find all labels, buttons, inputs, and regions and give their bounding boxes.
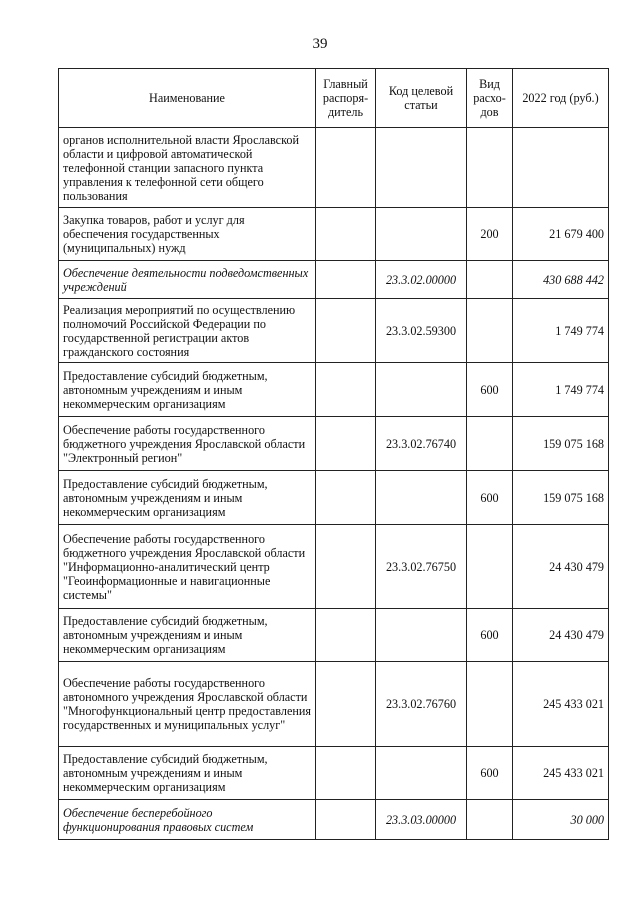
- row-name: Реализация мероприятий по осуществлению полномочий Российской Федерации по государственной регистрации актов гражданского состояния: [59, 299, 316, 363]
- row-main-manager: [316, 525, 376, 609]
- row-expense-type: [467, 128, 513, 208]
- row-amount: [513, 128, 609, 208]
- row-expense-type: [467, 299, 513, 363]
- header-main-manager: Главный распоря-дитель: [316, 69, 376, 128]
- row-amount: 30 000: [513, 800, 609, 840]
- row-main-manager: [316, 363, 376, 417]
- row-expense-type: 600: [467, 747, 513, 800]
- row-target-code: [376, 609, 467, 662]
- row-target-code: [376, 471, 467, 525]
- row-target-code: [376, 747, 467, 800]
- row-amount: 430 688 442: [513, 261, 609, 299]
- row-main-manager: [316, 299, 376, 363]
- row-target-code: [376, 363, 467, 417]
- table-row: [59, 417, 609, 471]
- row-expense-type: 600: [467, 471, 513, 525]
- row-target-code: 23.3.02.59300: [376, 299, 467, 363]
- header-year-2022: 2022 год (руб.): [513, 69, 609, 128]
- row-name: Обеспечение бесперебойного функционирования правовых систем: [59, 800, 316, 840]
- row-target-code: [376, 208, 467, 261]
- row-name: Обеспечение работы государственного бюджетного учреждения Ярославской области "Информационно-аналитический центр "Геоинформационные и навигационные системы": [59, 525, 316, 609]
- header-expense-type: Вид расхо-дов: [467, 69, 513, 128]
- row-target-code: 23.3.03.00000: [376, 800, 467, 840]
- row-name: Обеспечение деятельности подведомственных учреждений: [59, 261, 316, 299]
- row-amount: 24 430 479: [513, 609, 609, 662]
- row-main-manager: [316, 417, 376, 471]
- row-main-manager: [316, 128, 376, 208]
- row-name: Предоставление субсидий бюджетным, автономным учреждениям и иным некоммерческим организациям: [59, 363, 316, 417]
- row-expense-type: 200: [467, 208, 513, 261]
- row-amount: 245 433 021: [513, 747, 609, 800]
- row-expense-type: 600: [467, 363, 513, 417]
- row-expense-type: [467, 261, 513, 299]
- page-number: 39: [312, 36, 328, 52]
- row-name: Предоставление субсидий бюджетным, автономным учреждениям и иным некоммерческим организациям: [59, 609, 316, 662]
- row-name: органов исполнительной власти Ярославской области и цифровой автоматической телефонной станции запасного пункта управления к телефонной сети общего пользования: [59, 128, 316, 208]
- row-amount: 1 749 774: [513, 363, 609, 417]
- table-row: [59, 471, 609, 525]
- row-name: Предоставление субсидий бюджетным, автономным учреждениям и иным некоммерческим организациям: [59, 747, 316, 800]
- row-expense-type: 600: [467, 609, 513, 662]
- row-amount: 159 075 168: [513, 471, 609, 525]
- row-main-manager: [316, 747, 376, 800]
- row-target-code: 23.3.02.76750: [376, 525, 467, 609]
- row-name: Закупка товаров, работ и услуг для обеспечения государственных (муниципальных) нужд: [59, 208, 316, 261]
- row-target-code: [376, 128, 467, 208]
- table-row: [59, 525, 609, 609]
- row-main-manager: [316, 261, 376, 299]
- table-row: [59, 609, 609, 662]
- table-row: [59, 747, 609, 800]
- row-expense-type: [467, 800, 513, 840]
- row-target-code: 23.3.02.00000: [376, 261, 467, 299]
- row-main-manager: [316, 609, 376, 662]
- budget-table: [58, 68, 609, 840]
- header-name: Наименование: [59, 69, 316, 128]
- row-main-manager: [316, 471, 376, 525]
- table-header-row: [59, 69, 609, 128]
- row-main-manager: [316, 662, 376, 747]
- row-amount: 245 433 021: [513, 662, 609, 747]
- row-amount: 21 679 400: [513, 208, 609, 261]
- row-expense-type: [467, 662, 513, 747]
- row-amount: 1 749 774: [513, 299, 609, 363]
- table-row: [59, 299, 609, 363]
- row-amount: 24 430 479: [513, 525, 609, 609]
- table-row: [59, 208, 609, 261]
- header-target-code: Код целевой статьи: [376, 69, 467, 128]
- table-row: [59, 128, 609, 208]
- table-row: [59, 662, 609, 747]
- row-expense-type: [467, 525, 513, 609]
- row-amount: 159 075 168: [513, 417, 609, 471]
- row-name: Обеспечение работы государственного автономного учреждения Ярославской области "Многофункциональный центр предоставления государственных и муниципальных услуг": [59, 662, 316, 747]
- table-row: [59, 363, 609, 417]
- row-main-manager: [316, 800, 376, 840]
- row-expense-type: [467, 417, 513, 471]
- table-row: [59, 261, 609, 299]
- row-target-code: 23.3.02.76760: [376, 662, 467, 747]
- row-main-manager: [316, 208, 376, 261]
- row-name: Предоставление субсидий бюджетным, автономным учреждениям и иным некоммерческим организациям: [59, 471, 316, 525]
- row-target-code: 23.3.02.76740: [376, 417, 467, 471]
- table-row: [59, 800, 609, 840]
- row-name: Обеспечение работы государственного бюджетного учреждения Ярославской области "Электронный регион": [59, 417, 316, 471]
